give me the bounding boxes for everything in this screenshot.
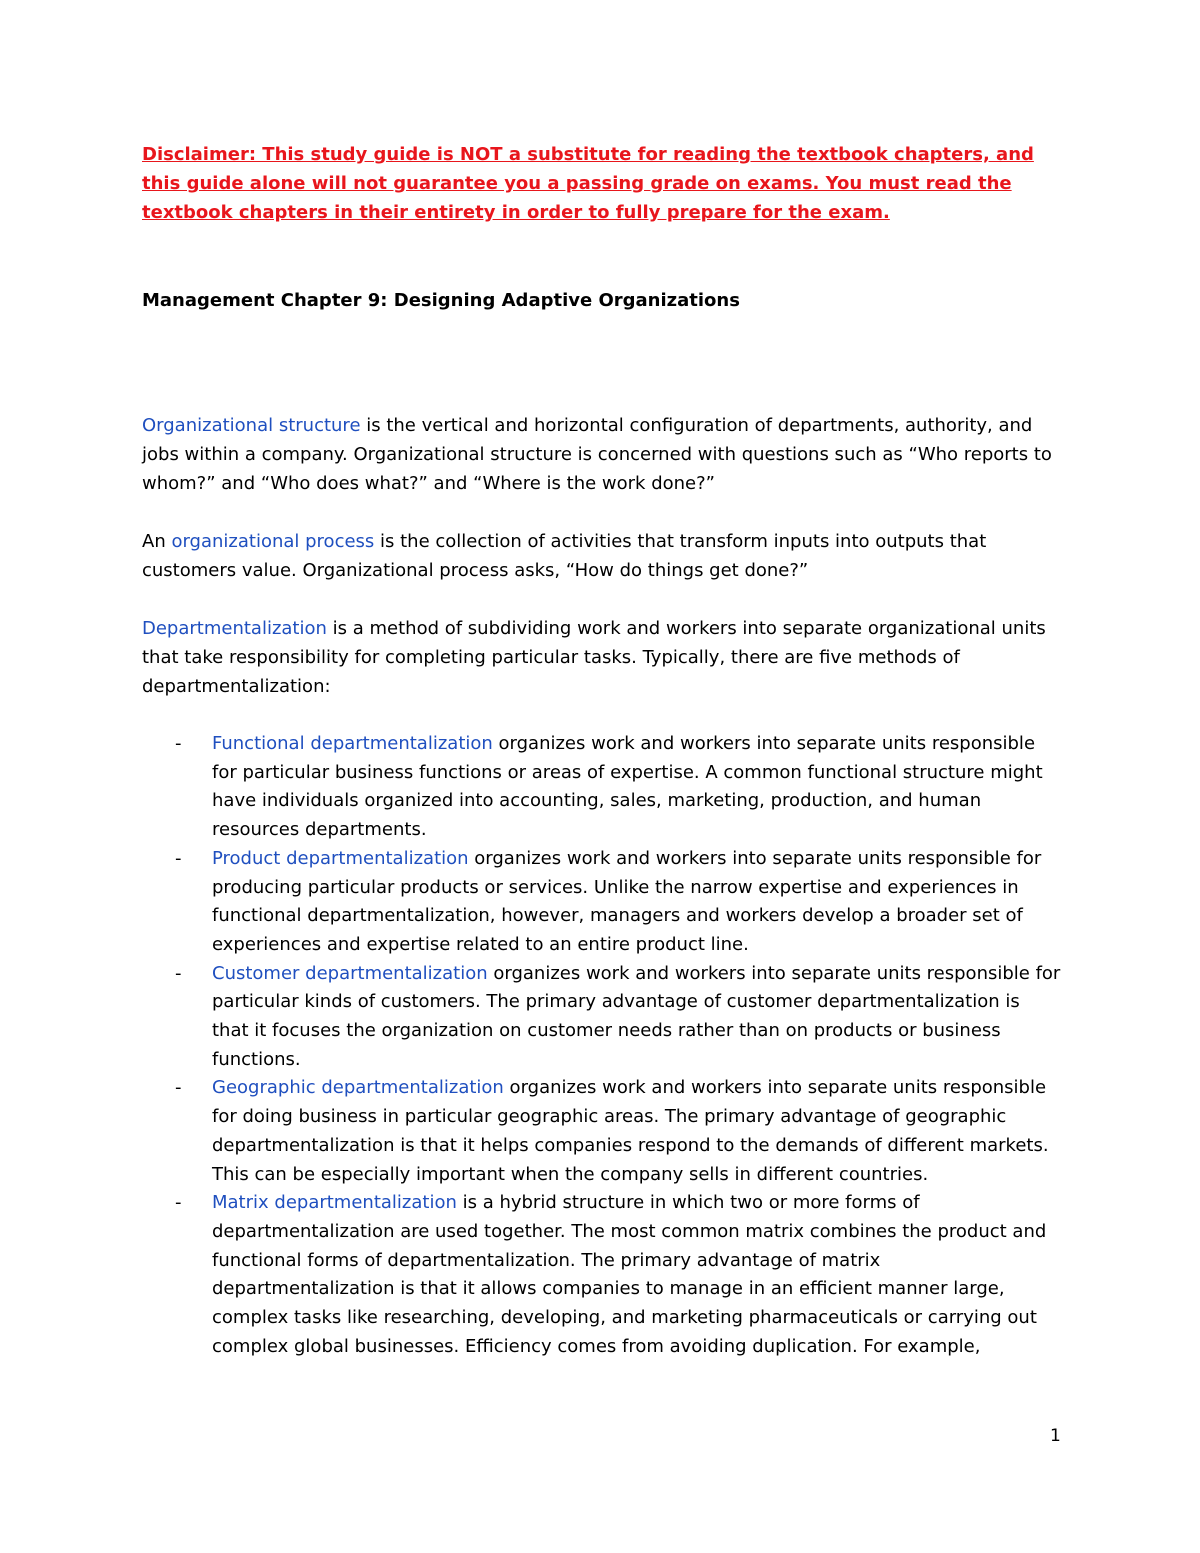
paragraph-prefix: An: [142, 531, 172, 552]
bullet-dash: -: [175, 733, 182, 754]
term-departmentalization: Departmentalization: [142, 618, 327, 639]
term-organizational-structure: Organizational structure: [142, 415, 361, 436]
term-product-departmentalization: Product departmentalization: [212, 847, 469, 869]
page-content: [142, 140, 1062, 1361]
list-item-customer: [142, 960, 1062, 1075]
departmentalization-methods-list: [142, 730, 1062, 1361]
paragraph-text: is the vertical and horizontal configuration of departments, authority, and jobs within a company. Organizational structure is concerned with questions such as “Who reports to whom?” and “Who does what?” and “Where is the work done?”: [142, 415, 1052, 494]
list-item-product: [142, 845, 1062, 960]
bullet-dash: -: [175, 1077, 182, 1099]
chapter-title: Management Chapter 9: Designing Adaptive Organizations: [142, 290, 740, 311]
paragraph-text: is a method of subdividing work and workers into separate organizational units that take responsibility for completing particular tasks. Typically, there are five methods of departmentalization:: [142, 618, 1046, 697]
page-number: 1: [1050, 1426, 1061, 1446]
paragraph-departmentalization: [142, 614, 1062, 701]
list-item-geographic: [142, 1074, 1062, 1189]
list-item-text: organizes work and workers into separate units responsible for particular business functions or areas of expertise. A common functional structure might have individuals organized into accounting, sales, marketing, production, and human resources departments.: [212, 733, 1043, 841]
term-geographic-departmentalization: Geographic departmentalization: [212, 1077, 504, 1099]
paragraph-organizational-process: [142, 527, 1062, 585]
list-item-matrix: [142, 1189, 1062, 1361]
disclaimer: Disclaimer: This study guide is NOT a substitute for reading the textbook chapters, and this guide alone will not guarantee you a passing grade on exams. You must read the textbook chapters in their entirety in order to fully prepare for the exam.: [142, 144, 1034, 223]
term-organizational-process: organizational process: [171, 531, 375, 552]
term-matrix-departmentalization: Matrix departmentalization: [212, 1192, 457, 1214]
bullet-dash: -: [175, 847, 182, 869]
list-item-text: is a hybrid structure in which two or more forms of departmentalization are used together. The most common matrix combines the product and functional forms of departmentalization. The primary advantage of matrix departmentalization is that it allows companies to manage in an efficient manner large, complex tasks like researching, developing, and marketing pharmaceuticals or carrying out complex global businesses. Efficiency comes from avoiding duplication. For example,: [212, 1192, 1047, 1357]
bullet-dash: -: [175, 1192, 182, 1214]
list-item-text: organizes work and workers into separate units responsible for producing particular products or services. Unlike the narrow expertise and experiences in functional departmentalization, however, managers and workers develop a broader set of experiences and expertise related to an entire product line.: [212, 847, 1042, 955]
list-item-functional: [142, 730, 1062, 845]
paragraph-organizational-structure: [142, 411, 1062, 498]
bullet-dash: -: [175, 962, 182, 984]
list-item-text: organizes work and workers into separate units responsible for doing business in particular geographic areas. The primary advantage of geographic departmentalization is that it helps companies respond to the demands of different markets. This can be especially important when the company sells in different countries.: [212, 1077, 1049, 1185]
term-functional-departmentalization: Functional departmentalization: [212, 733, 493, 754]
term-customer-departmentalization: Customer departmentalization: [212, 962, 488, 984]
paragraph-text: is the collection of activities that transform inputs into outputs that customers value. Organizational process asks, “How do things get done?”: [142, 531, 987, 581]
list-item-text: organizes work and workers into separate units responsible for particular kinds of customers. The primary advantage of customer departmentalization is that it focuses the organization on customer needs rather than on products or business functions.: [212, 962, 1061, 1070]
